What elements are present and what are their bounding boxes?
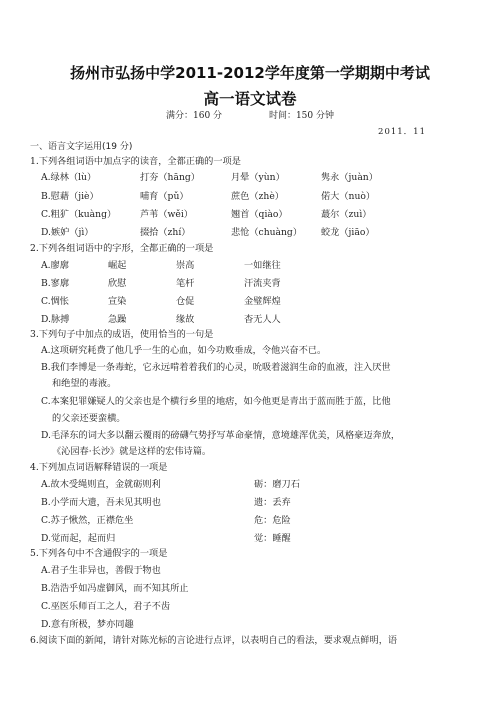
option-cell: 欣慰 xyxy=(108,278,127,289)
option-cell: 金璧辉煌 xyxy=(244,296,281,307)
question-3-line: D.毛泽东的词大多以翻云覆雨的磅礴气势抒写革命豪情，意境雄浑优美，风格豪迈奔放， xyxy=(41,430,401,441)
question-3-line: 和绝望的毒液。 xyxy=(52,378,117,389)
question-3-line: A.这项研究耗费了他几乎一生的心血，如今功败垂成，令他兴奋不已。 xyxy=(41,345,327,356)
option-cell: 悲怆（chuàng） xyxy=(231,227,303,238)
question-5-option: A.君子生非异也，善假于物也 xyxy=(41,565,161,576)
option-cell: 月晕（yùn） xyxy=(231,172,285,183)
option-cell: 汗流夹背 xyxy=(244,278,281,289)
option-cell: 蕞尔（zuì） xyxy=(321,209,372,220)
option-cell: 打夯（hāng） xyxy=(140,172,200,183)
question-3-line: 的父亲还要蛮横。 xyxy=(52,413,126,424)
option-cell: 芦苇（wěi） xyxy=(140,209,193,220)
option-cell: C.惆怅 xyxy=(41,296,69,307)
option-cell: 笔杆 xyxy=(176,278,195,289)
question-5-stem: 5.下列各句中不含通假字的一项是 xyxy=(30,548,168,559)
option-cell: 仓促 xyxy=(176,296,195,307)
option-cell: 崛起 xyxy=(108,260,127,271)
option-cell: 崇高 xyxy=(176,260,195,271)
question-5-option: B.浩浩乎如冯虚御风，而不知其所止 xyxy=(41,583,189,594)
option-cell: D.嫉妒（jì） xyxy=(41,227,94,238)
question-3-line: 《沁园春·长沙》就是这样的宏伟诗篇。 xyxy=(52,446,212,457)
option-cell: B.小学而大遗，吾未见其明也 xyxy=(41,497,161,508)
question-6-stem: 6.阅读下面的新闻，请针对陈光标的言论进行点评，以表明自己的看法，要求观点鲜明，语 xyxy=(30,635,398,646)
section-heading: 一、语言文字运用(19 分) xyxy=(30,142,133,152)
option-cell: A.故木受绳则直，金就砺则利 xyxy=(41,479,161,490)
option-cell: 蔗色（zhè） xyxy=(231,191,284,202)
option-cell: 蛟龙（jiāo） xyxy=(321,227,375,238)
option-cell: B.寥廓 xyxy=(41,278,70,289)
exam-date: 2011．11 xyxy=(378,127,426,137)
question-4-stem: 4.下列加点词语解释错误的一项是 xyxy=(30,462,168,473)
option-cell: 翘首（qiào） xyxy=(231,209,288,220)
question-5-option: D.意有所极，梦亦同趣 xyxy=(41,619,134,630)
option-cell: C.苏子愀然，正襟危坐 xyxy=(41,515,134,526)
option-cell: 宣染 xyxy=(108,296,127,307)
option-cell: 隽永（juàn） xyxy=(321,172,378,183)
exam-time: 时间：150 分钟 xyxy=(268,111,334,121)
exam-meta xyxy=(0,108,500,121)
exam-subtitle: 高一语文试卷 xyxy=(203,90,297,108)
option-cell: 遗：丢弃 xyxy=(254,497,291,508)
question-5-option: C.巫医乐师百工之人，君子不齿 xyxy=(41,601,171,612)
option-cell: 一如继往 xyxy=(244,260,281,271)
option-cell: 哺育（pǔ） xyxy=(140,191,189,202)
option-cell: 杳无人人 xyxy=(244,314,281,325)
question-3-line: B.我们李博是一条毒蛇，它永远啃着着我们的心灵，吮吸着滋润生命的血液，注入厌世 xyxy=(41,362,391,373)
question-2-stem: 2.下列各组词语中的字形，全都正确的一项是 xyxy=(30,243,214,254)
option-cell: 缘故 xyxy=(176,314,195,325)
option-cell: 砺：磨刀石 xyxy=(254,479,300,490)
question-3-stem: 3.下列句子中加点的成语，使用恰当的一句是 xyxy=(30,329,214,340)
question-3-line: C.本案犯罪嫌疑人的父亲也是个横行乡里的地痞，如今他更是青出于蓝而胜于蓝，比他 xyxy=(41,396,391,407)
option-cell: C.粗犷（kuàng） xyxy=(41,209,117,220)
exam-title: 扬州市弘扬中学2011-2012学年度第一学期期中考试 xyxy=(70,64,430,82)
option-cell: 急躁 xyxy=(108,314,127,325)
option-cell: A.廖廓 xyxy=(41,260,69,271)
option-cell: D.觉而起，起而归 xyxy=(41,533,116,544)
option-cell: A.绿林（lù） xyxy=(41,172,97,183)
option-cell: B.慰藉（jiè） xyxy=(41,191,99,202)
question-1-stem: 1.下列各组词语中加点字的读音，全都正确的一项是 xyxy=(30,156,241,167)
full-score: 满分：160 分 xyxy=(166,111,223,121)
option-cell: 掇拾（zhí） xyxy=(140,227,191,238)
option-cell: 危：危险 xyxy=(254,515,291,526)
option-cell: 偌大（nuò） xyxy=(321,191,376,202)
option-cell: 觉：睡醒 xyxy=(254,533,291,544)
option-cell: D.脉搏 xyxy=(41,314,70,325)
